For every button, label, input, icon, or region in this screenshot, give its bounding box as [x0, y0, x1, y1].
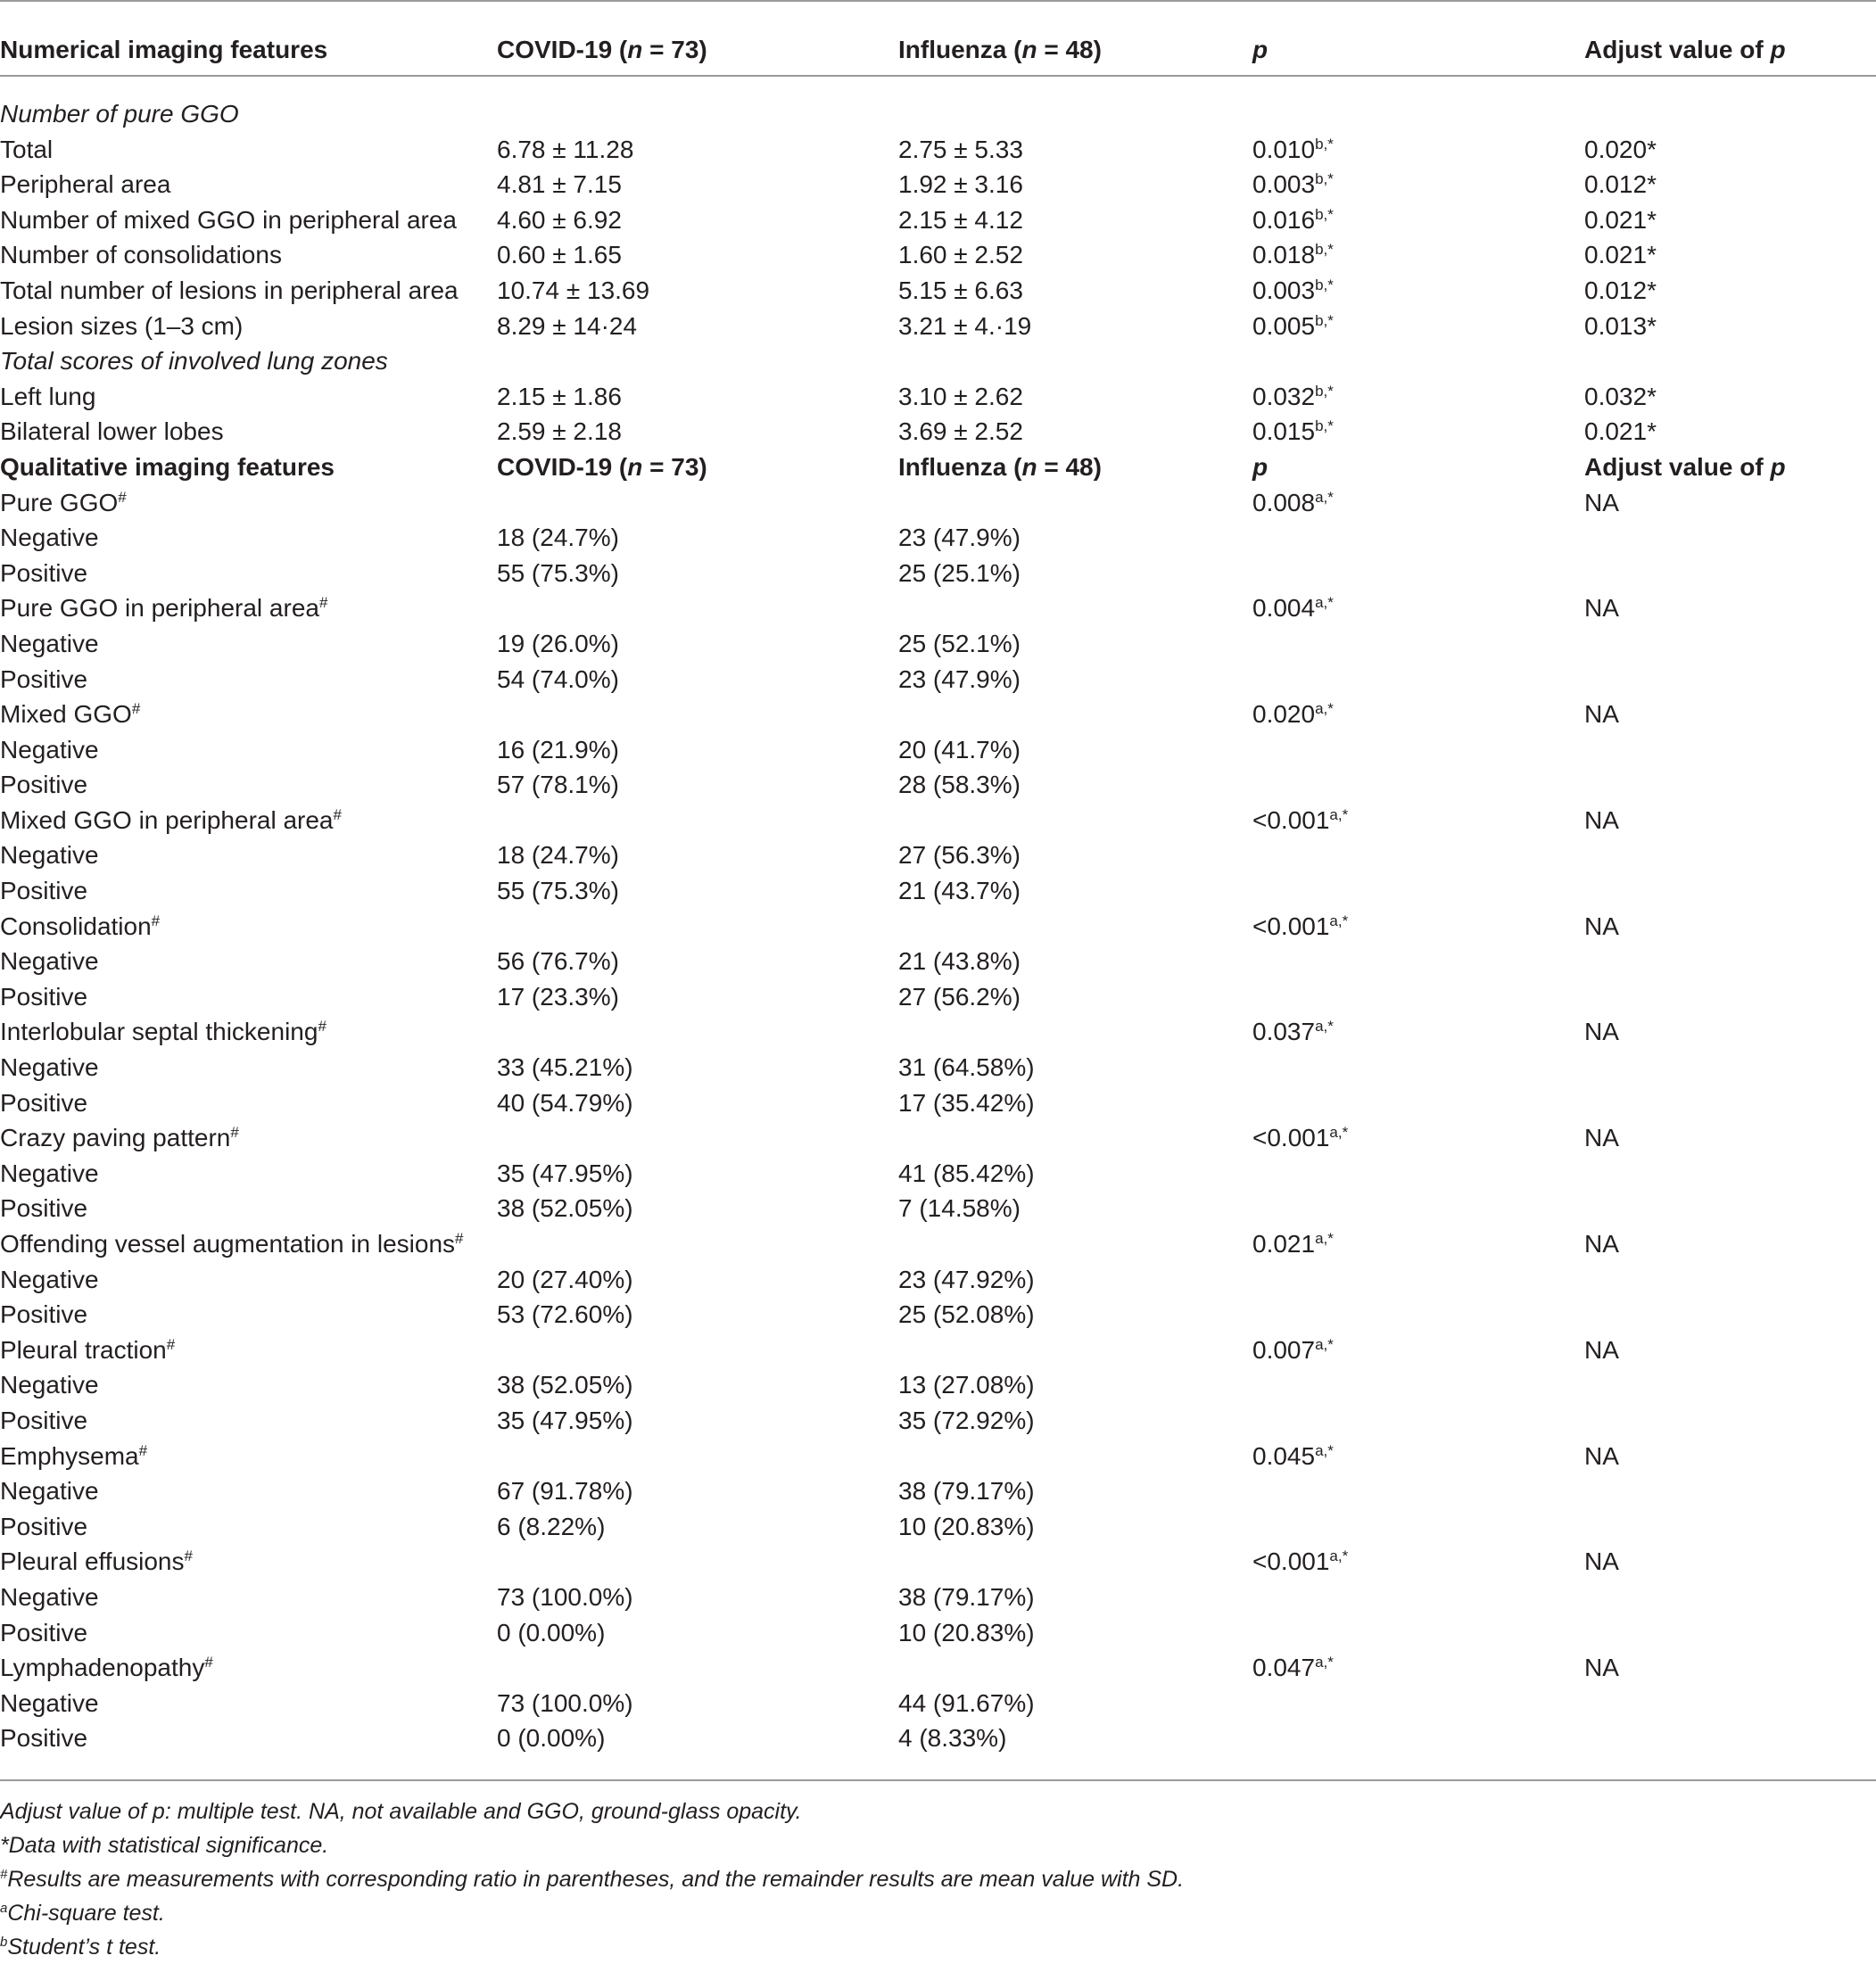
- footnote: $^b$Student’s t test.: [0, 1935, 161, 1960]
- p-value-cell: $0.047^{a,*}$: [1252, 1654, 1334, 1682]
- adjusted-p-value: NA: [1584, 1018, 1619, 1046]
- negative-label: Negative: [0, 841, 99, 870]
- table-row: [0, 202, 1876, 238]
- positive-row: [0, 979, 1876, 1015]
- influenza-value: 2.75 ± 5.33: [898, 135, 1023, 163]
- feature-row: [0, 803, 1876, 838]
- negative-label: Negative: [0, 629, 99, 657]
- feature-row: [0, 1333, 1876, 1368]
- table-row: [0, 309, 1876, 344]
- influenza-value: 27 (56.2%): [898, 982, 1021, 1011]
- section-label: Total scores of involved lung zones: [0, 347, 388, 375]
- positive-label: Positive: [0, 1300, 88, 1329]
- covid-value: 17 (23.3%): [497, 982, 619, 1011]
- adjusted-p-value: [1584, 1191, 1876, 1226]
- table-row: [0, 379, 1876, 415]
- negative-row: [0, 944, 1876, 979]
- covid-value: [497, 697, 898, 732]
- negative-row: [0, 838, 1876, 873]
- p-value-cell: $0.016^{b,*}$: [1252, 205, 1334, 234]
- negative-row: [0, 1262, 1876, 1298]
- header-gap: [0, 77, 1876, 96]
- p-value-cell: $<0.001^{a,*}$: [1252, 1124, 1349, 1152]
- feature-label: Consolidation#: [0, 912, 161, 940]
- p-value-cell: $0.018^{b,*}$: [1252, 241, 1334, 269]
- feature-row: [0, 590, 1876, 626]
- covid-value: 0.60 ± 1.65: [497, 241, 622, 269]
- influenza-value: 3.21 ± 4.·19: [898, 311, 1032, 340]
- covid-value: [497, 1544, 898, 1580]
- influenza-value: 38 (79.17%): [898, 1582, 1035, 1611]
- covid-value: 38 (52.05%): [497, 1194, 633, 1223]
- adjusted-p-value: [1584, 873, 1876, 909]
- adjusted-p-value: [1584, 1473, 1876, 1509]
- adjusted-p-value: [1584, 979, 1876, 1015]
- influenza-value: 21 (43.8%): [898, 947, 1021, 976]
- negative-label: Negative: [0, 1688, 99, 1717]
- footnote: $^a$Chi-square test.: [0, 1901, 165, 1926]
- adjusted-p-value: [1584, 838, 1876, 873]
- p-value-cell: $0.003^{b,*}$: [1252, 170, 1334, 199]
- adjusted-p-value: NA: [1584, 1124, 1619, 1152]
- row-label: Total: [0, 135, 54, 163]
- table-header-row: [0, 23, 1876, 77]
- adjusted-p-value: [1584, 1050, 1876, 1085]
- influenza-value: [898, 1226, 1252, 1262]
- negative-row: [0, 520, 1876, 556]
- adjusted-p-value: 0.012*: [1584, 170, 1657, 199]
- influenza-value: 23 (47.9%): [898, 664, 1021, 693]
- negative-label: Negative: [0, 524, 99, 552]
- covid-value: [497, 485, 898, 521]
- influenza-value: 5.15 ± 6.63: [898, 276, 1023, 304]
- imaging-features-table: [0, 23, 1876, 1756]
- row-label: Lesion sizes (1–3 cm): [0, 311, 244, 340]
- positive-row: [0, 1509, 1876, 1545]
- feature-row: [0, 697, 1876, 732]
- adjusted-p-value: [1584, 1156, 1876, 1192]
- positive-row: [0, 767, 1876, 803]
- influenza-value: 7 (14.58%): [898, 1194, 1021, 1223]
- covid-value: [497, 1333, 898, 1368]
- p-value-cell: $0.037^{a,*}$: [1252, 1018, 1334, 1046]
- negative-label: Negative: [0, 1265, 99, 1293]
- covid-value: 2.59 ± 2.18: [497, 417, 622, 446]
- positive-row: [0, 1721, 1876, 1756]
- covid-value: [497, 590, 898, 626]
- adjusted-p-value: [1584, 1615, 1876, 1651]
- covid-value: 54 (74.0%): [497, 664, 619, 693]
- table-row: [0, 273, 1876, 309]
- p-value-cell: [1252, 1509, 1584, 1545]
- positive-label: Positive: [0, 1194, 88, 1223]
- influenza-value: [898, 1120, 1252, 1156]
- p-value-cell: [1252, 1580, 1584, 1615]
- covid-value: 56 (76.7%): [497, 947, 619, 976]
- adjusted-p-value: NA: [1584, 1335, 1619, 1364]
- covid-value: 55 (75.3%): [497, 558, 619, 587]
- adjusted-p-value: [1584, 1403, 1876, 1439]
- influenza-value: 10 (20.83%): [898, 1618, 1035, 1646]
- p-value-cell: $<0.001^{a,*}$: [1252, 805, 1349, 834]
- qualitative-header-row: [0, 450, 1876, 485]
- adjusted-p-value: NA: [1584, 700, 1619, 729]
- adjusted-p-value: 0.020*: [1584, 135, 1657, 163]
- adjusted-p-value: NA: [1584, 1230, 1619, 1258]
- covid-value: [497, 1014, 898, 1050]
- negative-row: [0, 1050, 1876, 1085]
- negative-label: Negative: [0, 1159, 99, 1187]
- feature-row: [0, 1120, 1876, 1156]
- p-value-cell: [1252, 1050, 1584, 1085]
- adjusted-p-value: NA: [1584, 594, 1619, 623]
- section-label: Number of pure GGO: [0, 100, 239, 128]
- positive-row: [0, 1085, 1876, 1121]
- covid-value: 10.74 ± 13.69: [497, 276, 650, 304]
- feature-label: Mixed GGO#: [0, 700, 141, 729]
- influenza-value: 3.10 ± 2.62: [898, 382, 1023, 410]
- influenza-value: 21 (43.7%): [898, 877, 1021, 905]
- p-value-cell: [1252, 1473, 1584, 1509]
- covid-value: 18 (24.7%): [497, 524, 619, 552]
- covid-value: 4.81 ± 7.15: [497, 170, 622, 199]
- influenza-value: 41 (85.42%): [898, 1159, 1035, 1187]
- p-value-cell: [1252, 520, 1584, 556]
- adjusted-p-value: 0.021*: [1584, 241, 1657, 269]
- positive-row: [0, 1615, 1876, 1651]
- influenza-value: [898, 697, 1252, 732]
- section-row: [0, 343, 1876, 379]
- header-influenza: Influenza (n = 48): [898, 36, 1102, 63]
- table-row: [0, 414, 1876, 450]
- influenza-value: [898, 803, 1252, 838]
- influenza-value: 25 (25.1%): [898, 558, 1021, 587]
- header-covid: COVID-19 (n = 73): [497, 36, 707, 63]
- adjusted-p-value: NA: [1584, 1441, 1619, 1470]
- feature-row: [0, 1544, 1876, 1580]
- p-value-cell: [1252, 662, 1584, 697]
- covid-value: 19 (26.0%): [497, 629, 619, 657]
- p-value-cell: $0.007^{a,*}$: [1252, 1335, 1334, 1364]
- negative-row: [0, 1686, 1876, 1721]
- negative-row: [0, 1367, 1876, 1403]
- influenza-value: 25 (52.08%): [898, 1300, 1035, 1329]
- covid-value: 16 (21.9%): [497, 735, 619, 763]
- row-label: Peripheral area: [0, 170, 171, 199]
- influenza-value: [898, 485, 1252, 521]
- positive-label: Positive: [0, 877, 88, 905]
- influenza-value: 4 (8.33%): [898, 1724, 1007, 1753]
- p-value-cell: [1252, 979, 1584, 1015]
- covid-value: [497, 1439, 898, 1474]
- adjusted-p-value: [1584, 556, 1876, 591]
- influenza-value: [898, 590, 1252, 626]
- feature-label: Pleural effusions#: [0, 1547, 193, 1576]
- p-value-cell: $0.045^{a,*}$: [1252, 1441, 1334, 1470]
- covid-value: 8.29 ± 14·24: [497, 311, 638, 340]
- p-value-cell: $0.004^{a,*}$: [1252, 594, 1334, 623]
- p-value-cell: [1252, 1403, 1584, 1439]
- negative-label: Negative: [0, 1477, 99, 1506]
- p-value-cell: [1252, 1191, 1584, 1226]
- adjusted-p-value: 0.021*: [1584, 417, 1657, 446]
- p-value-cell: $0.020^{a,*}$: [1252, 700, 1334, 729]
- adjusted-p-value: NA: [1584, 1547, 1619, 1576]
- adjusted-p-value: [1584, 1686, 1876, 1721]
- p-value-cell: [1252, 1262, 1584, 1298]
- top-rule: [0, 0, 1876, 2]
- covid-value: 2.15 ± 1.86: [497, 382, 622, 410]
- feature-label: Interlobular septal thickening#: [0, 1018, 326, 1046]
- covid-value: 53 (72.60%): [497, 1300, 633, 1329]
- positive-row: [0, 1191, 1876, 1226]
- table-row: [0, 237, 1876, 273]
- p-value-cell: $0.010^{b,*}$: [1252, 135, 1334, 163]
- negative-label: Negative: [0, 1371, 99, 1399]
- influenza-value: 2.15 ± 4.12: [898, 205, 1023, 234]
- adjusted-p-value: [1584, 1509, 1876, 1545]
- negative-label: Negative: [0, 947, 99, 976]
- negative-row: [0, 1473, 1876, 1509]
- influenza-value: 23 (47.9%): [898, 524, 1021, 552]
- covid-value: 20 (27.40%): [497, 1265, 633, 1293]
- covid-value: 55 (75.3%): [497, 877, 619, 905]
- adjusted-p-value: [1584, 1262, 1876, 1298]
- positive-row: [0, 556, 1876, 591]
- row-label: Number of mixed GGO in peripheral area: [0, 205, 457, 234]
- covid-value: 6 (8.22%): [497, 1512, 606, 1540]
- row-label: Number of consolidations: [0, 241, 282, 269]
- influenza-value: 1.60 ± 2.52: [898, 241, 1023, 269]
- table-row: [0, 167, 1876, 202]
- adjusted-p-value: [1584, 520, 1876, 556]
- covid-value: 18 (24.7%): [497, 841, 619, 870]
- p-value-cell: $0.008^{a,*}$: [1252, 488, 1334, 516]
- negative-row: [0, 732, 1876, 768]
- influenza-value: 10 (20.83%): [898, 1512, 1035, 1540]
- row-label: Bilateral lower lobes: [0, 417, 224, 446]
- p-value-cell: [1252, 1615, 1584, 1651]
- positive-label: Positive: [0, 982, 88, 1011]
- feature-row: [0, 909, 1876, 945]
- section-row: [0, 96, 1876, 132]
- p-value-cell: [1252, 1156, 1584, 1192]
- feature-label: Pure GGO#: [0, 488, 127, 516]
- footnote: Adjust value of p: multiple test. NA, not available and GGO, ground-glass opacity.: [0, 1799, 802, 1824]
- negative-label: Negative: [0, 1582, 99, 1611]
- covid-value: 0 (0.00%): [497, 1724, 606, 1753]
- covid-value: 6.78 ± 11.28: [497, 135, 634, 163]
- influenza-value: [898, 1014, 1252, 1050]
- adjusted-p-value: 0.021*: [1584, 205, 1657, 234]
- covid-value: 0 (0.00%): [497, 1618, 606, 1646]
- feature-label: Pure GGO in peripheral area#: [0, 594, 328, 623]
- influenza-value: [898, 1544, 1252, 1580]
- influenza-value: 44 (91.67%): [898, 1688, 1035, 1717]
- header-adjust-p: Adjust value of p: [1584, 36, 1786, 63]
- p-value-cell: [1252, 1085, 1584, 1121]
- positive-row: [0, 1297, 1876, 1333]
- adjusted-p-value: NA: [1584, 488, 1619, 516]
- influenza-value: [898, 1650, 1252, 1686]
- footnote: *Data with statistical significance.: [0, 1833, 329, 1858]
- positive-label: Positive: [0, 664, 88, 693]
- positive-row: [0, 1403, 1876, 1439]
- p-value-cell: $0.032^{b,*}$: [1252, 382, 1334, 410]
- adjusted-p-value: NA: [1584, 805, 1619, 834]
- adjusted-p-value: 0.032*: [1584, 382, 1657, 410]
- feature-row: [0, 485, 1876, 521]
- positive-label: Positive: [0, 1406, 88, 1434]
- covid-value: 57 (78.1%): [497, 771, 619, 799]
- p-value-cell: $<0.001^{a,*}$: [1252, 1547, 1349, 1576]
- feature-label: Pleural traction#: [0, 1335, 176, 1364]
- p-value-cell: $0.021^{a,*}$: [1252, 1230, 1334, 1258]
- influenza-value: 31 (64.58%): [898, 1053, 1035, 1082]
- adjusted-p-value: 0.012*: [1584, 276, 1657, 304]
- covid-value: 67 (91.78%): [497, 1477, 633, 1506]
- covid-value: 73 (100.0%): [497, 1582, 633, 1611]
- feature-label: Crazy paving pattern#: [0, 1124, 239, 1152]
- covid-value: 4.60 ± 6.92: [497, 205, 622, 234]
- positive-label: Positive: [0, 1088, 88, 1117]
- p-value-cell: $0.003^{b,*}$: [1252, 276, 1334, 304]
- covid-value: [497, 1120, 898, 1156]
- positive-label: Positive: [0, 1724, 88, 1753]
- adjusted-p-value: [1584, 1580, 1876, 1615]
- influenza-value: 17 (35.42%): [898, 1088, 1035, 1117]
- influenza-value: 1.92 ± 3.16: [898, 170, 1023, 199]
- p-value-cell: [1252, 1721, 1584, 1756]
- p-value-cell: $0.015^{b,*}$: [1252, 417, 1334, 446]
- negative-label: Negative: [0, 735, 99, 763]
- influenza-value: [898, 909, 1252, 945]
- positive-label: Positive: [0, 558, 88, 587]
- positive-row: [0, 662, 1876, 697]
- influenza-value: 25 (52.1%): [898, 629, 1021, 657]
- adjusted-p-value: [1584, 1721, 1876, 1756]
- p-value-cell: [1252, 767, 1584, 803]
- feature-label: Lymphadenopathy#: [0, 1654, 213, 1682]
- feature-row: [0, 1014, 1876, 1050]
- p-value-cell: [1252, 873, 1584, 909]
- feature-row: [0, 1439, 1876, 1474]
- header-influenza: Influenza (n = 48): [898, 452, 1102, 481]
- covid-value: 38 (52.05%): [497, 1371, 633, 1399]
- influenza-value: 27 (56.3%): [898, 841, 1021, 870]
- influenza-value: 23 (47.92%): [898, 1265, 1035, 1293]
- negative-label: Negative: [0, 1053, 99, 1082]
- positive-label: Positive: [0, 771, 88, 799]
- covid-value: 73 (100.0%): [497, 1688, 633, 1717]
- covid-value: [497, 909, 898, 945]
- p-value-cell: [1252, 556, 1584, 591]
- footnotes: [0, 1795, 1876, 1964]
- covid-value: 35 (47.95%): [497, 1159, 633, 1187]
- feature-row: [0, 1650, 1876, 1686]
- p-value-cell: [1252, 1367, 1584, 1403]
- header-adjust-p: Adjust value of p: [1584, 452, 1786, 481]
- p-value-cell: $<0.001^{a,*}$: [1252, 912, 1349, 940]
- covid-value: 40 (54.79%): [497, 1088, 633, 1117]
- table-row: [0, 132, 1876, 168]
- covid-value: [497, 1226, 898, 1262]
- p-value-cell: [1252, 1297, 1584, 1333]
- p-value-cell: [1252, 732, 1584, 768]
- positive-label: Positive: [0, 1512, 88, 1540]
- influenza-value: 20 (41.7%): [898, 735, 1021, 763]
- influenza-value: [898, 1439, 1252, 1474]
- covid-value: [497, 803, 898, 838]
- covid-value: [497, 1650, 898, 1686]
- adjusted-p-value: [1584, 626, 1876, 662]
- feature-label: Offending vessel augmentation in lesions#: [0, 1230, 464, 1258]
- feature-label: Mixed GGO in peripheral area#: [0, 805, 342, 834]
- p-value-cell: [1252, 944, 1584, 979]
- covid-value: 35 (47.95%): [497, 1406, 633, 1434]
- p-value-cell: [1252, 626, 1584, 662]
- feature-row: [0, 1226, 1876, 1262]
- adjusted-p-value: [1584, 1367, 1876, 1403]
- adjusted-p-value: [1584, 1297, 1876, 1333]
- influenza-value: 28 (58.3%): [898, 771, 1021, 799]
- positive-row: [0, 873, 1876, 909]
- footnote: #Results are measurements with corresponding ratio in parentheses, and the remainder results are mean value with SD.: [0, 1867, 1185, 1892]
- adjusted-p-value: NA: [1584, 912, 1619, 940]
- influenza-value: [898, 1333, 1252, 1368]
- header-qualitative-features: Qualitative imaging features: [0, 452, 335, 481]
- row-label: Left lung: [0, 382, 96, 410]
- p-value-cell: [1252, 1686, 1584, 1721]
- adjusted-p-value: NA: [1584, 1654, 1619, 1682]
- negative-row: [0, 1580, 1876, 1615]
- adjusted-p-value: [1584, 662, 1876, 697]
- adjusted-p-value: [1584, 732, 1876, 768]
- influenza-value: 13 (27.08%): [898, 1371, 1035, 1399]
- positive-label: Positive: [0, 1618, 88, 1646]
- header-p: p: [1252, 452, 1269, 481]
- feature-label: Emphysema#: [0, 1441, 148, 1470]
- covid-value: 33 (45.21%): [497, 1053, 633, 1082]
- adjusted-p-value: [1584, 944, 1876, 979]
- influenza-value: 35 (72.92%): [898, 1406, 1035, 1434]
- adjusted-p-value: [1584, 1085, 1876, 1121]
- bottom-rule: [0, 1779, 1876, 1781]
- influenza-value: 38 (79.17%): [898, 1477, 1035, 1506]
- header-features: Numerical imaging features: [0, 36, 328, 63]
- p-value-cell: $0.005^{b,*}$: [1252, 311, 1334, 340]
- p-value-cell: [1252, 838, 1584, 873]
- header-p: p: [1252, 36, 1269, 63]
- negative-row: [0, 1156, 1876, 1192]
- adjusted-p-value: 0.013*: [1584, 311, 1657, 340]
- negative-row: [0, 626, 1876, 662]
- influenza-value: 3.69 ± 2.52: [898, 417, 1023, 446]
- header-covid: COVID-19 (n = 73): [497, 452, 707, 481]
- adjusted-p-value: [1584, 767, 1876, 803]
- row-label: Total number of lesions in peripheral area: [0, 276, 459, 304]
